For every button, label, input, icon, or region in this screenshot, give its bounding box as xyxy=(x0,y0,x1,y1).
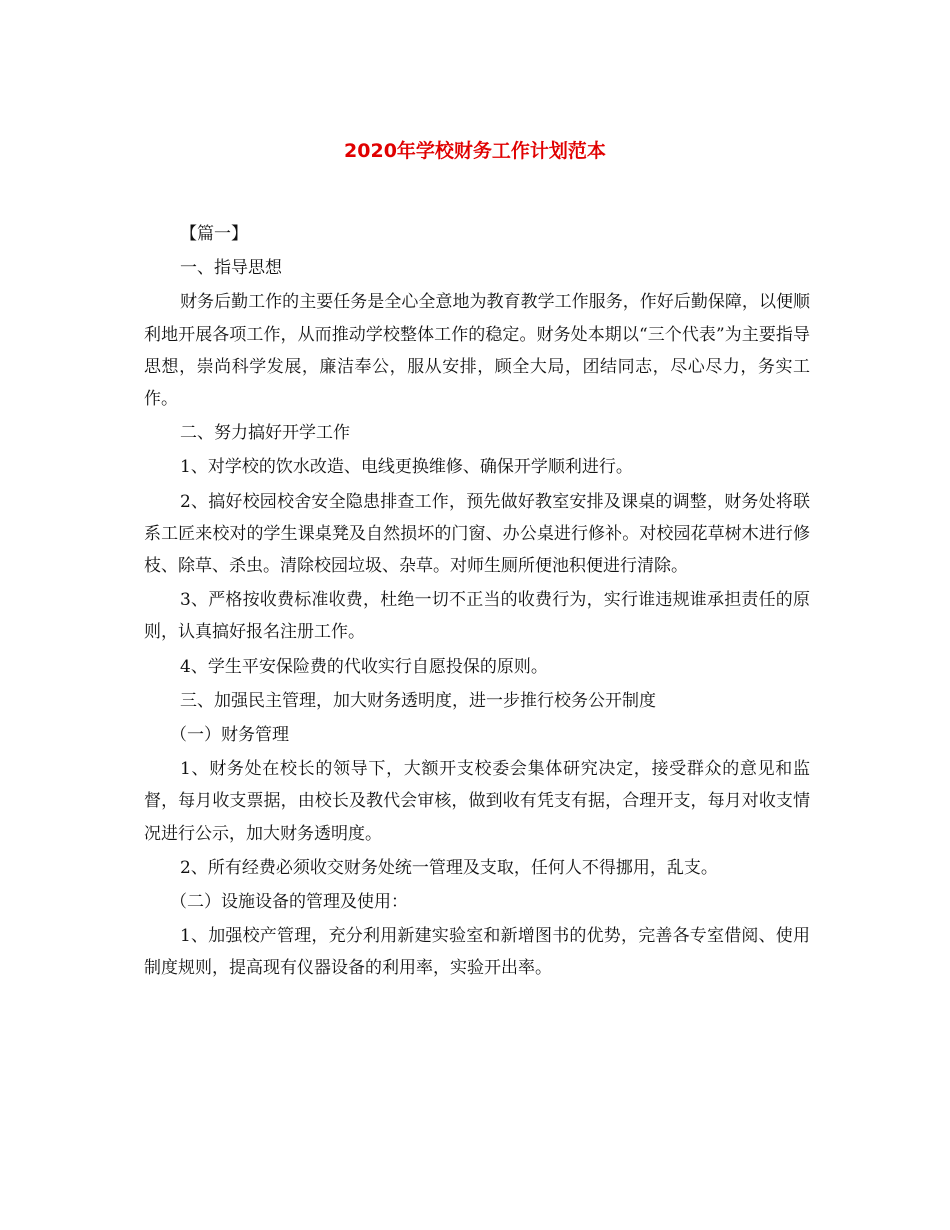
paragraph-section-marker: 【篇一】 xyxy=(180,224,248,244)
paragraph-facilities-item-1: 1、加强校产管理，充分利用新建实验室和新增图书的优势，完善各专室借阅、使用制度规则，提高现有仪器设备的利用率，实验开出率。 xyxy=(144,926,810,979)
paragraph-item-4: 4、学生平安保险费的代收实行自愿投保的原则。 xyxy=(180,656,548,677)
heading-democratic-management: 三、加强民主管理，加大财务透明度，进一步推行校务公开制度 xyxy=(180,690,656,711)
heading-school-opening: 二、努力搞好开学工作 xyxy=(180,423,350,444)
subheading-facilities: （二）设施设备的管理及使用： xyxy=(170,892,408,913)
heading-guiding-ideology: 一、指导思想 xyxy=(180,258,282,279)
paragraph-item-1: 1、对学校的饮水改造、电线更换维修、确保开学顺利进行。 xyxy=(180,457,633,478)
paragraph-finance-item-1: 1、财务处在校长的领导下，大额开支校委会集体研究决定，接受群众的意见和监督，每月收支票据，由校长及教代会审核，做到收有凭支有据，合理开支，每月对收支情况进行公示，加大财务透明度。 xyxy=(144,759,810,844)
subheading-financial-management: （一）财务管理 xyxy=(170,725,289,746)
document-body xyxy=(144,218,810,987)
paragraph-guiding-ideology: 财务后勤工作的主要任务是全心全意地为教育教学工作服务，作好后勤保障，以便顺利地开展各项工作，从而推动学校整体工作的稳定。财务处本期以“三个代表”为主要指导思想，崇尚科学发展，廉洁奉公，服从安排，顾全大局，团结同志，尽心尽力，务实工作。 xyxy=(144,292,810,410)
document-title: 2020年学校财务工作计划范本 xyxy=(344,140,606,162)
paragraph-item-3: 3、严格按收费标准收费，杜绝一切不正当的收费行为，实行谁违规谁承担责任的原则，认真搞好报名注册工作。 xyxy=(144,590,810,643)
paragraph-finance-item-2: 2、所有经费必须收交财务处统一管理及支取，任何人不得挪用，乱支。 xyxy=(180,857,718,878)
paragraph-item-2: 2、搞好校园校舍安全隐患排查工作，预先做好教室安排及课桌的调整，财务处将联系工匠来校对的学生课桌凳及自然损坏的门窗、办公桌进行修补。对校园花草树木进行修枝、除草、杀虫。清除校园垃圾、杂草。对师生厕所便池积便进行清除。 xyxy=(144,491,810,577)
